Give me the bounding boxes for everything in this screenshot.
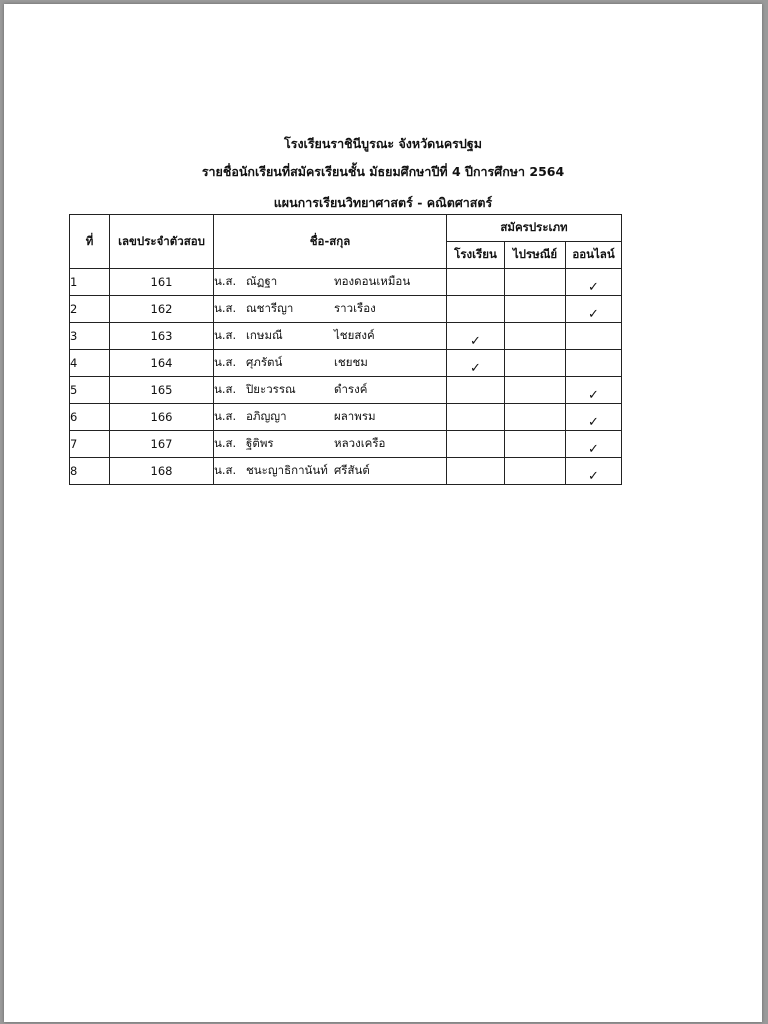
name-prefix: น.ส.	[214, 463, 237, 477]
row-number: 6	[70, 404, 110, 431]
exam-id-cell: 164	[110, 350, 214, 377]
last-name: ราวเรือง	[334, 301, 376, 315]
exam-id-cell: 162	[110, 296, 214, 323]
header-apply-type: สมัครประเภท	[447, 215, 622, 242]
header-no: ที่	[70, 215, 110, 269]
online-check-cell: ✓	[566, 458, 622, 485]
first-name: อภิญญา	[246, 409, 287, 423]
first-name: ฐิติพร	[246, 436, 274, 450]
school-check-cell: ✓	[447, 323, 505, 350]
exam-id-cell: 166	[110, 404, 214, 431]
header-post: ไปรษณีย์	[505, 242, 566, 269]
student-name-cell	[214, 377, 447, 404]
row-number: 7	[70, 431, 110, 458]
exam-id-cell: 167	[110, 431, 214, 458]
list-subtitle: รายชื่อนักเรียนที่สมัครเรียนชั้น มัธยมศึกษาปีที่ 4 ปีการศึกษา 2564	[201, 164, 565, 179]
first-name: ชนะญาธิกานันท์	[246, 463, 328, 477]
online-check-cell: ✓	[566, 431, 622, 458]
header-name: ชื่อ-สกุล	[214, 215, 447, 269]
document-page	[4, 4, 762, 1022]
exam-id-cell: 165	[110, 377, 214, 404]
post-check-cell	[505, 269, 566, 296]
program-title: แผนการเรียนวิทยาศาสตร์ - คณิตศาสตร์	[273, 195, 493, 210]
row-number: 3	[70, 323, 110, 350]
online-check-cell: ✓	[566, 296, 622, 323]
student-name-cell	[214, 296, 447, 323]
name-prefix: น.ส.	[214, 328, 237, 342]
exam-id-cell: 161	[110, 269, 214, 296]
name-prefix: น.ส.	[214, 355, 237, 369]
student-name-cell	[214, 269, 447, 296]
online-check-cell	[566, 350, 622, 377]
school-check-cell: ✓	[447, 350, 505, 377]
post-check-cell	[505, 296, 566, 323]
post-check-cell	[505, 431, 566, 458]
post-check-cell	[505, 350, 566, 377]
student-name-cell	[214, 350, 447, 377]
table-row	[70, 350, 622, 377]
row-number: 2	[70, 296, 110, 323]
last-name: ผลาพรม	[334, 409, 376, 423]
online-check-cell: ✓	[566, 377, 622, 404]
row-number: 1	[70, 269, 110, 296]
table-row	[70, 377, 622, 404]
row-number: 4	[70, 350, 110, 377]
last-name: ดำรงค์	[334, 382, 368, 396]
name-prefix: น.ส.	[214, 274, 237, 288]
post-check-cell	[505, 458, 566, 485]
school-check-cell	[447, 458, 505, 485]
school-check-cell	[447, 431, 505, 458]
exam-id-cell: 168	[110, 458, 214, 485]
student-name-cell	[214, 323, 447, 350]
header-row	[70, 215, 622, 242]
last-name: ศรีสันต์	[334, 463, 370, 477]
school-check-cell	[447, 269, 505, 296]
table-row	[70, 323, 622, 350]
last-name: เชยชม	[334, 355, 368, 369]
last-name: ทองดอนเหมือน	[334, 274, 411, 288]
post-check-cell	[505, 404, 566, 431]
row-number: 5	[70, 377, 110, 404]
name-prefix: น.ส.	[214, 301, 237, 315]
online-check-cell: ✓	[566, 404, 622, 431]
last-name: ไชยสงค์	[334, 328, 375, 342]
school-check-cell	[447, 377, 505, 404]
first-name: เกษมณี	[246, 328, 283, 342]
row-number: 8	[70, 458, 110, 485]
last-name: หลวงเครือ	[334, 436, 386, 450]
student-name-cell	[214, 458, 447, 485]
first-name: ณัฏฐา	[246, 274, 278, 288]
header-exam-id: เลขประจำตัวสอบ	[110, 215, 214, 269]
first-name: ปิยะวรรณ	[246, 382, 296, 396]
school-title: โรงเรียนราชินีบูรณะ จังหวัดนครปฐม	[284, 136, 482, 151]
first-name: ศุภรัตน์	[246, 355, 283, 369]
post-check-cell	[505, 377, 566, 404]
exam-id-cell: 163	[110, 323, 214, 350]
header-school: โรงเรียน	[447, 242, 505, 269]
student-name-cell	[214, 404, 447, 431]
header-online: ออนไลน์	[566, 242, 622, 269]
school-check-cell	[447, 296, 505, 323]
table-row	[70, 404, 622, 431]
name-prefix: น.ส.	[214, 409, 237, 423]
online-check-cell: ✓	[566, 269, 622, 296]
table-row	[70, 458, 622, 485]
school-check-cell	[447, 404, 505, 431]
online-check-cell	[566, 323, 622, 350]
student-name-cell	[214, 431, 447, 458]
first-name: ณชารีญา	[246, 301, 294, 315]
name-prefix: น.ส.	[214, 436, 237, 450]
table-row	[70, 296, 622, 323]
table-row	[70, 431, 622, 458]
name-prefix: น.ส.	[214, 382, 237, 396]
post-check-cell	[505, 323, 566, 350]
table-row	[70, 269, 622, 296]
applicant-table	[69, 214, 622, 485]
